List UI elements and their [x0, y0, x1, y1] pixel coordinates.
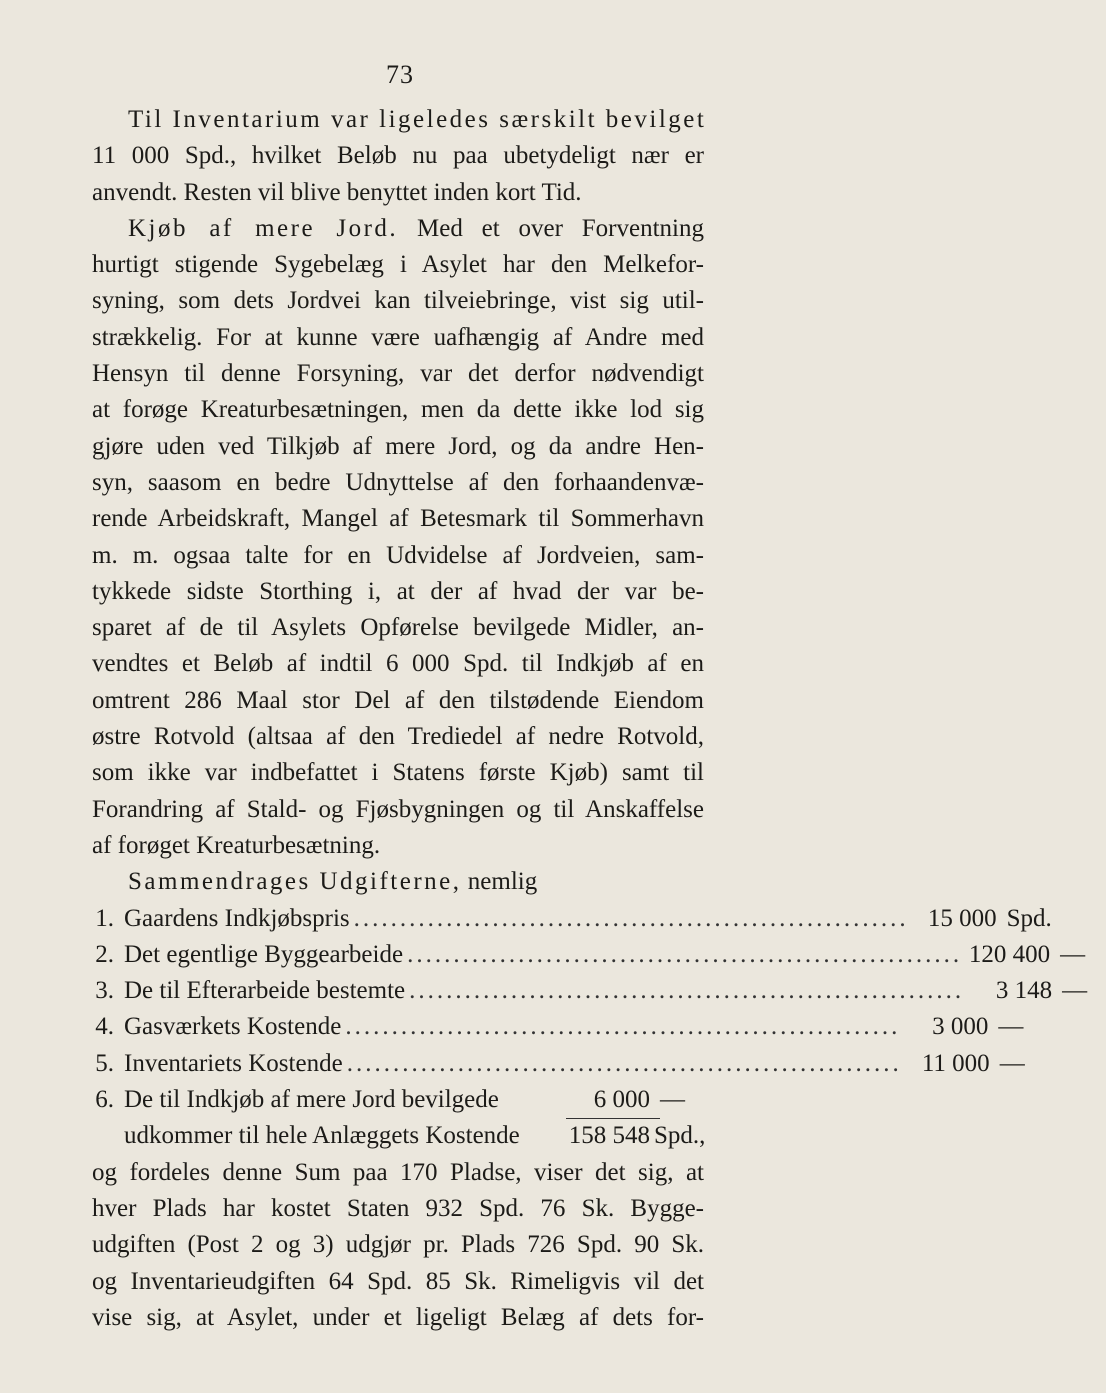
- table-row: [92, 1082, 704, 1118]
- text-line: m. m. ogsaa talte for en Udvidelse af Jordveien, sam-: [92, 541, 704, 569]
- row-amount: 15 000: [927, 904, 997, 932]
- text-line: syning, som dets Jordvei kan tilveiebringe, vist sig util-: [92, 287, 704, 315]
- row-number: 3.: [95, 977, 114, 1005]
- total-label: udkommer til hele Anlæggets Kostende: [124, 1122, 520, 1150]
- row-amount: 6 000: [566, 1082, 660, 1119]
- table-row: [92, 1046, 1025, 1082]
- text-line: Hensyn til denne Forsyning, var det derfor nødvendigt: [92, 360, 704, 388]
- expense-table: [92, 901, 1088, 1155]
- row-amount: 3 148: [995, 977, 1053, 1005]
- dot-leader: ............................................................: [346, 1049, 902, 1077]
- row-unit: —: [999, 1049, 1025, 1077]
- table-row: [92, 901, 1052, 937]
- table-row: [92, 973, 1088, 1009]
- row-number: 4.: [95, 1013, 114, 1041]
- text-line: rende Arbeidskraft, Mangel af Betesmark til Sommerhavn: [92, 505, 704, 533]
- text-line: sparet af de til Asylets Opførelse bevilgede Midler, an-: [92, 614, 704, 642]
- text-line: vendtes et Beløb af indtil 6 000 Spd. til Indkjøb af en: [92, 650, 704, 678]
- text-line: hver Plads har kostet Staten 932 Spd. 76 Sk. Bygge-: [92, 1194, 704, 1222]
- text-line: omtrent 286 Maal stor Del af den tilstødende Eiendom: [92, 686, 704, 714]
- row-unit: —: [1060, 940, 1086, 968]
- row-amount: 11 000: [921, 1049, 990, 1077]
- text-line: anvendt. Resten vil blive benyttet inden kort Tid.: [92, 178, 582, 206]
- text-line: gjøre uden ved Tilkjøb af mere Jord, og da andre Hen-: [92, 432, 704, 460]
- text-line: tykkede sidste Storthing i, at der af hvad der var be-: [92, 577, 704, 605]
- body-text: [92, 102, 1088, 1336]
- table-row: [92, 1009, 1024, 1045]
- row-number: 5.: [95, 1049, 114, 1077]
- table-row: [92, 937, 1086, 973]
- text-line: 11 000 Spd., hvilket Beløb nu paa ubetydeligt nær er: [92, 142, 704, 170]
- row-number: 6.: [95, 1086, 114, 1114]
- row-unit: —: [998, 1013, 1024, 1041]
- text-line: og Inventarieudgiften 64 Spd. 85 Sk. Rimeligvis vil det: [92, 1267, 704, 1295]
- text-line: at forøge Kreaturbesætningen, men da dette ikke lod sig: [92, 396, 704, 424]
- row-amount: 3 000: [932, 1013, 989, 1041]
- row-amount: 120 400: [968, 940, 1051, 968]
- text-line: hurtigt stigende Sygebelæg i Asylet har den Melkefor-: [92, 251, 704, 279]
- section-heading: Sammendrages Udgifterne,: [128, 868, 462, 896]
- row-label: Gasværkets Kostende: [124, 1013, 342, 1041]
- inline-text: nemlig: [461, 868, 538, 896]
- total-row: [92, 1118, 704, 1154]
- text-line: udgiften (Post 2 og 3) udgjør pr. Plads 726 Spd. 90 Sk.: [92, 1231, 704, 1259]
- row-unit: Spd.: [1006, 904, 1052, 932]
- text-line: som ikke var indbefattet i Statens første Kjøb) samt til: [92, 759, 704, 787]
- total-amount: 158 548: [568, 1122, 650, 1150]
- inline-text: Til Inventarium var ligeledes særskilt bevilget: [128, 106, 707, 133]
- row-label: Inventariets Kostende: [124, 1049, 343, 1077]
- row-unit: —: [660, 1086, 685, 1114]
- dot-leader: ............................................................: [345, 1013, 901, 1041]
- row-number: 2.: [95, 940, 114, 968]
- text-line: østre Rotvold (altsaa af den Trediedel af nedre Rotvold,: [92, 723, 704, 751]
- inline-text: Med et over Forventning: [398, 214, 704, 242]
- dot-leader: ............................................................: [407, 940, 963, 968]
- text-line: og fordeles denne Sum paa 170 Pladse, viser det sig, at: [92, 1158, 704, 1186]
- text-line: Forandring af Stald- og Fjøsbygningen og til Anskaffelse: [92, 795, 704, 823]
- dot-leader: ............................................................: [409, 977, 965, 1005]
- total-unit: Spd.,: [654, 1122, 706, 1150]
- row-label: Gaardens Indkjøbspris: [124, 904, 350, 932]
- page-number: 73: [386, 60, 414, 89]
- text-line: [92, 102, 707, 138]
- row-label: De til Indkjøb af mere Jord bevilgede: [124, 1086, 499, 1114]
- text-line: strækkelig. For at kunne være uafhængig af Andre med: [92, 323, 704, 351]
- row-label: Det egentlige Byggearbeide: [124, 940, 404, 968]
- section-heading: Kjøb af mere Jord.: [128, 214, 399, 242]
- row-number: 1.: [95, 904, 114, 932]
- row-unit: —: [1062, 977, 1088, 1005]
- text-line: vise sig, at Asylet, under et ligeligt Belæg af dets for-: [92, 1303, 704, 1331]
- row-label: De til Efterarbeide bestemte: [124, 977, 406, 1005]
- section-heading-line: [92, 211, 704, 247]
- section-heading-line: [92, 864, 704, 900]
- text-line: syn, saasom en bedre Udnyttelse af den forhaandenvæ-: [92, 468, 704, 496]
- text-line: af forøget Kreaturbesætning.: [92, 831, 381, 859]
- dot-leader: ............................................................: [353, 904, 909, 932]
